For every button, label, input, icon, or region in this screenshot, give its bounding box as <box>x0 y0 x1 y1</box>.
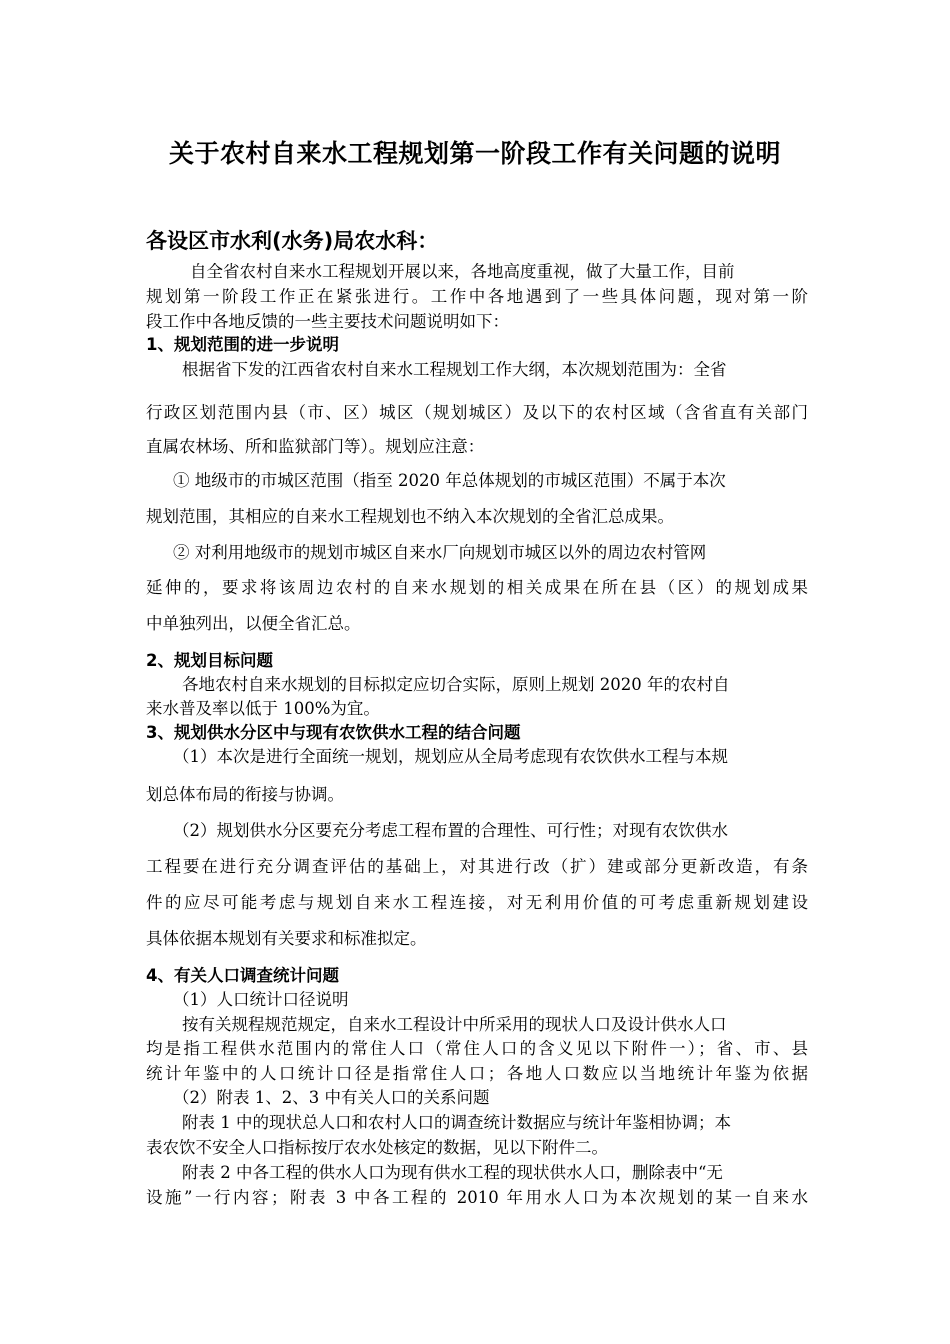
paragraph-line: 件的应尽可能考虑与规划自来水工程连接，对无利用价值的可考虑重新规划建设 <box>146 893 808 912</box>
intro-line: 规划第一阶段工作正在紧张进行。工作中各地遇到了一些具体问题，现对第一阶 <box>146 287 808 306</box>
paragraph-line: ② 对利用地级市的规划市城区自来水厂向规划市城区以外的周边农村管网 <box>173 543 707 562</box>
paragraph-line: 按有关规程规范规定，自来水工程设计中所采用的现状人口及设计供水人口 <box>182 1015 727 1034</box>
section-heading: 1、规划范围的进一步说明 <box>146 335 339 354</box>
document-title: 关于农村自来水工程规划第一阶段工作有关问题的说明 <box>168 139 781 168</box>
paragraph-line: 工程要在进行充分调查评估的基础上，对其进行改（扩）建或部分更新改造，有条 <box>146 857 808 876</box>
paragraph-line: （1）人口统计口径说明 <box>173 990 349 1009</box>
paragraph-line: 根据省下发的江西省农村自来水工程规划工作大纲，本次规划范围为：全省 <box>182 360 727 379</box>
paragraph-line: 各地农村自来水规划的目标拟定应切合实际，原则上规划 2020 年的农村自 <box>182 675 730 694</box>
paragraph-line: 规划范围，其相应的自来水工程规划也不纳入本次规划的全省汇总成果。 <box>146 507 674 526</box>
paragraph-line: 均是指工程供水范围内的常住人口（常住人口的含义见以下附件一）；省、市、县 <box>146 1039 808 1058</box>
paragraph-line: （2）附表 1、2、3 中有关人口的关系问题 <box>173 1088 490 1107</box>
salutation: 各设区市水利(水务)局农水科： <box>146 229 439 253</box>
paragraph-line: （1）本次是进行全面统一规划，规划应从全局考虑现有农饮供水工程与本规 <box>173 747 728 766</box>
paragraph-line: 附表 2 中各工程的供水人口为现有供水工程的现状供水人口，删除表中“无 <box>182 1163 723 1182</box>
paragraph-line: 中单独列出，以便全省汇总。 <box>146 614 361 633</box>
paragraph-line: 直属农林场、所和监狱部门等）。规划应注意： <box>146 437 485 456</box>
section-heading: 2、规划目标问题 <box>146 651 273 670</box>
paragraph-line: 划总体布局的衔接与协调。 <box>146 785 344 804</box>
section-heading: 3、规划供水分区中与现有农饮供水工程的结合问题 <box>146 723 521 742</box>
paragraph-line: 延伸的，要求将该周边农村的自来水规划的相关成果在所在县（区）的规划成果 <box>146 578 808 597</box>
paragraph-line: （2）规划供水分区要充分考虑工程布置的合理性、可行性；对现有农饮供水 <box>173 821 728 840</box>
intro-line: 自全省农村自来水工程规划开展以来，各地高度重视，做了大量工作，目前 <box>190 262 735 281</box>
paragraph-line: 具体依据本规划有关要求和标准拟定。 <box>146 929 427 948</box>
paragraph-line: 统计年鉴中的人口统计口径是指常住人口；各地人口数应以当地统计年鉴为依据 <box>146 1064 808 1083</box>
paragraph-line: 行政区划范围内县（市、区）城区（规划城区）及以下的农村区域（含省直有关部门 <box>146 403 808 422</box>
paragraph-line: 表农饮不安全人口指标按厅农水处核定的数据，见以下附件二。 <box>146 1138 608 1157</box>
paragraph-line: 来水普及率以低于 100%为宜。 <box>146 699 380 718</box>
intro-line: 段工作中各地反馈的一些主要技术问题说明如下： <box>146 312 509 331</box>
section-heading: 4、有关人口调查统计问题 <box>146 966 339 985</box>
paragraph-line: ① 地级市的市城区范围（指至 2020 年总体规划的市城区范围）不属于本次 <box>173 471 726 490</box>
paragraph-line: 设施”一行内容；附表 3 中各工程的 2010 年用水人口为本次规划的某一自来水 <box>146 1188 808 1207</box>
paragraph-line: 附表 1 中的现状总人口和农村人口的调查统计数据应与统计年鉴相协调；本 <box>182 1113 731 1132</box>
